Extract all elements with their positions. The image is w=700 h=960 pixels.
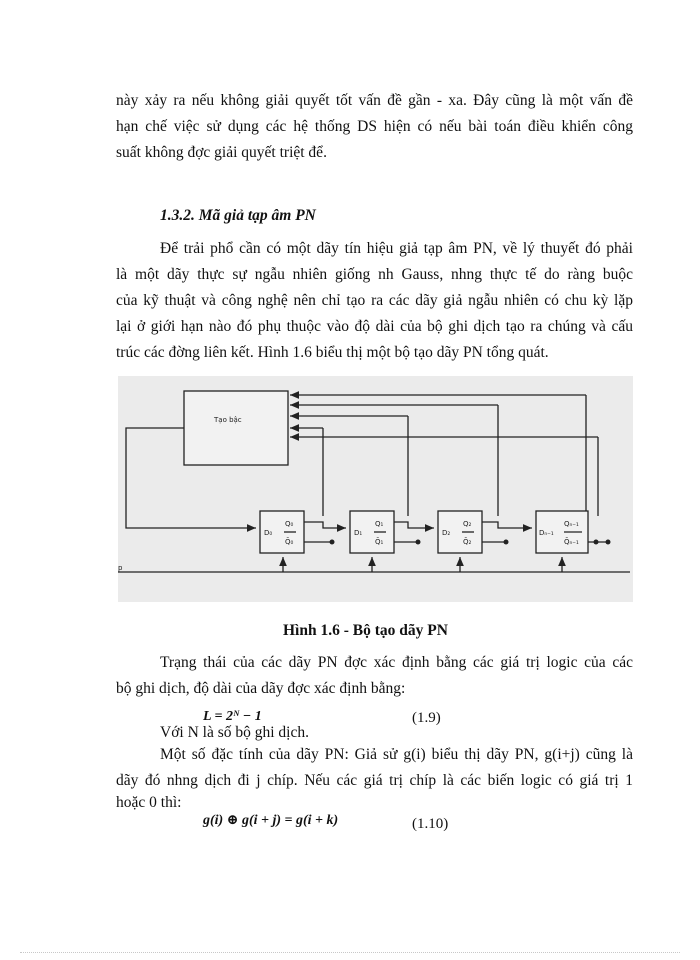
section-heading: 1.3.2. Mã giả tạp âm PN [160,207,316,224]
paragraph-line: là một dãy thực sự ngẫu nhiên giống nh Gauss, nhng thực tế do ràng buộc [116,266,633,283]
register-d-label: D₀ [264,529,273,537]
register-d-label: Dₙ₋₁ [539,529,554,537]
paragraph-line: bộ ghi dịch, độ dài của dãy đợc xác định bằng: [116,680,406,697]
register-qbar-label: Q̄ₙ₋₁ [564,538,579,546]
equation-number: (1.10) [412,816,449,832]
register-q-label: Q₂ [463,520,472,528]
paragraph-line: suất không đợc giải quyết triệt để. [116,144,327,161]
paragraph-line: Một số đặc tính của dãy PN: Giả sử g(i) biểu thị dãy PN, g(i+j) cũng là [160,746,633,763]
paragraph-line: hoặc 0 thì: [116,794,182,811]
register-d-label: D₂ [442,529,451,537]
paragraph-line: dãy đó nhng dịch đi j chíp. Nếu các giá trị chíp là các biến logic có giá trị 1 [116,772,633,789]
equation-1-10: g(i) ⊕ g(i + j) = g(i + k) [203,813,339,828]
equation-1-9: L = 2ᴺ − 1 [203,709,262,724]
figure-caption: Hình 1.6 - Bộ tạo dãy PN [283,622,448,639]
page-bottom-rule [20,952,680,953]
register-qbar-label: Q̄₂ [463,538,472,546]
paragraph-line: này xảy ra nếu không giải quyết tốt vấn đề gần - xa. Đây cũng là một vấn đề [116,92,633,109]
clock-input-label: p [118,564,123,572]
register-d-label: D₁ [354,529,363,537]
register-q-label: Q₁ [375,520,384,528]
adder-block [184,391,288,465]
pn-generator-figure [118,376,633,602]
register-q-label: Qₙ₋₁ [564,520,579,528]
register-qbar-label: Q̄₁ [375,538,384,546]
paragraph-line: hạn chế việc sử dụng các hệ thống DS hiện có nếu bài toán điều khiển công [116,118,633,135]
paragraph-line: Để trải phổ cần có một dãy tín hiệu giả tạp âm PN, về lý thuyết đó phải [160,240,633,257]
paragraph-line: trúc các đờng liên kết. Hình 1.6 biểu thị một bộ tạo dãy PN tổng quát. [116,344,549,361]
equation-number: (1.9) [412,710,441,726]
register-q-label: Q₀ [285,520,294,528]
pn-generator-diagram [118,376,633,602]
paragraph-line: Trạng thái của các dãy PN đợc xác định bằng các giá trị logic của các [160,654,633,671]
paragraph-line: lại ở giới hạn nào đó phụ thuộc vào độ dài của bộ ghi dịch tạo ra chúng và cấu [116,318,633,335]
adder-label: Tạo bậc [214,416,242,424]
paragraph-line: Với N là số bộ ghi dịch. [160,724,309,741]
register-qbar-label: Q̄₀ [285,538,294,546]
paragraph-line: của kỹ thuật và công nghệ nên chỉ tạo ra các dãy giả ngẫu nhiên có chu kỳ lặp [116,292,633,309]
